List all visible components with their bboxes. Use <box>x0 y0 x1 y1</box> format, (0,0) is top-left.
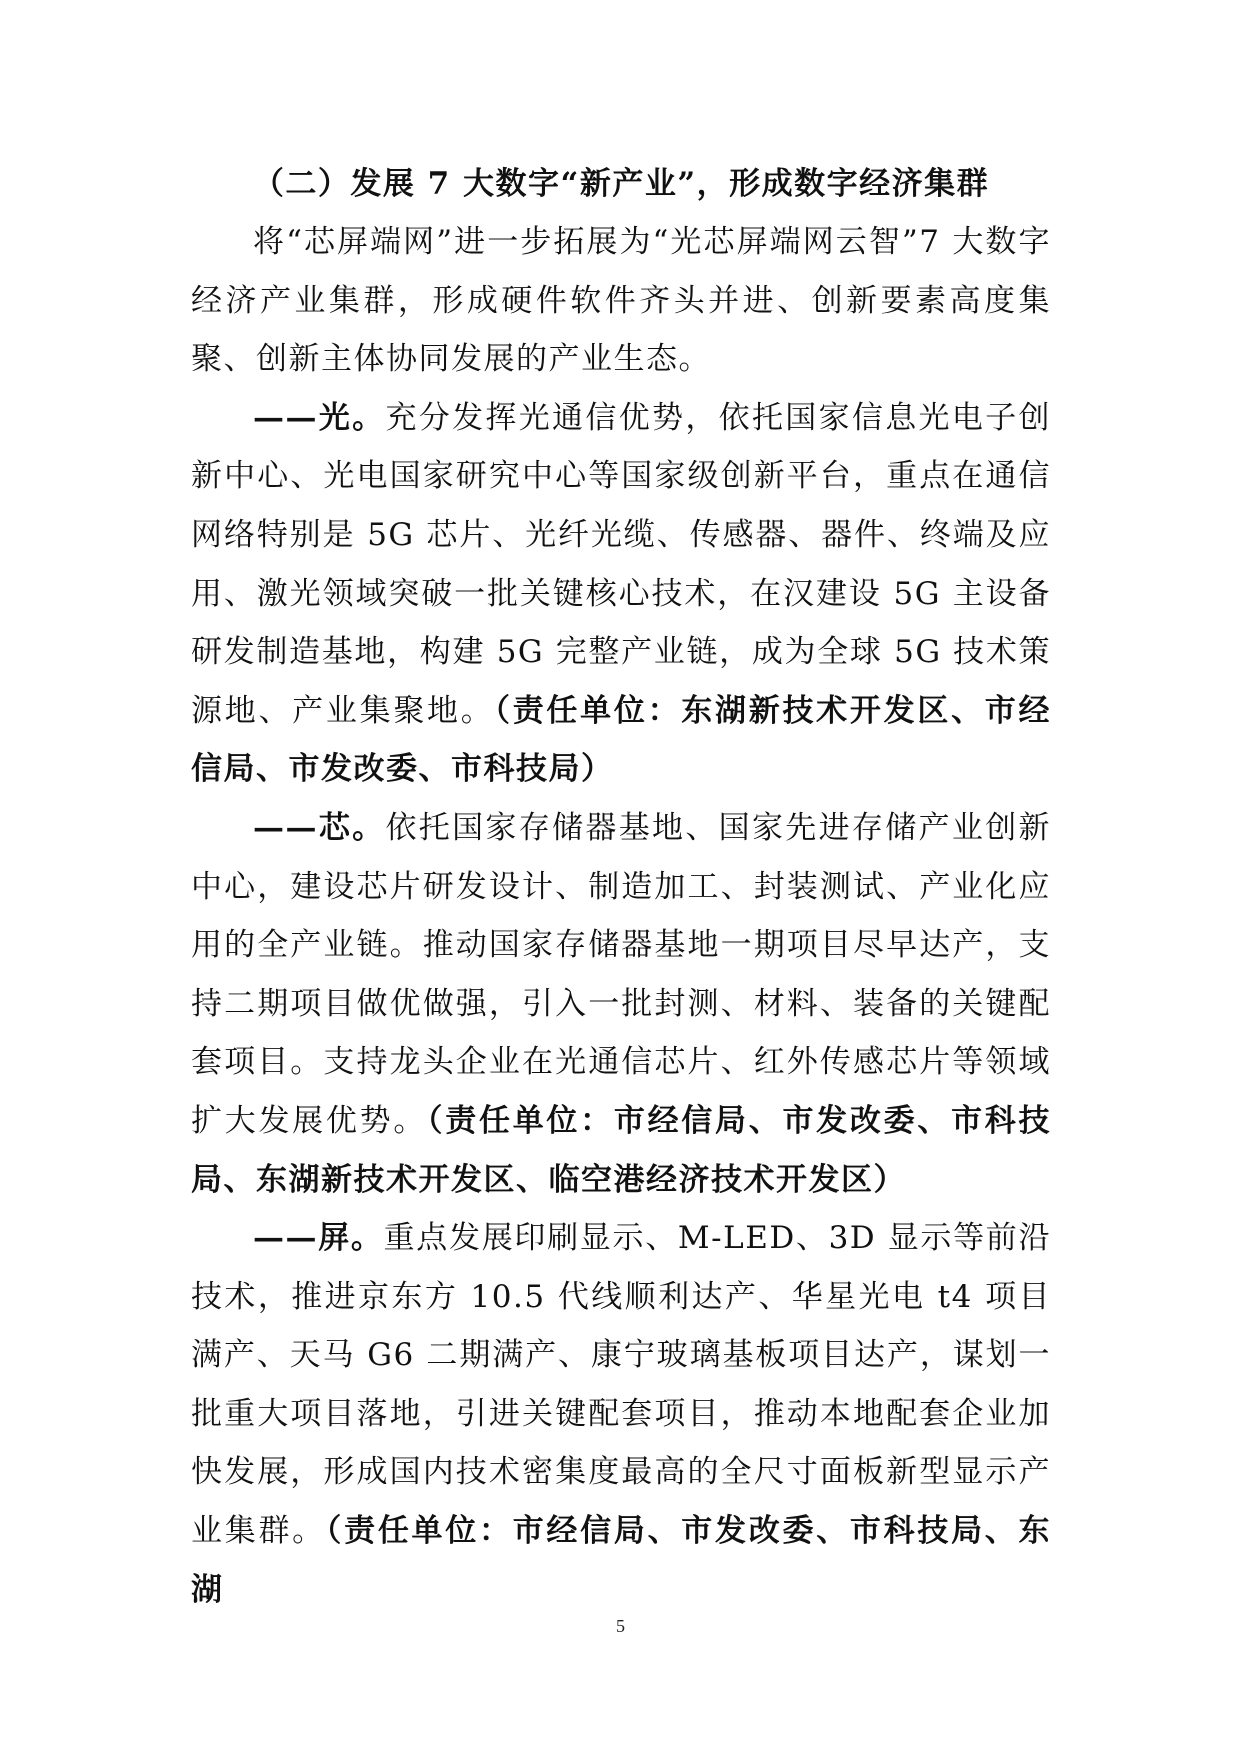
section-body: 依托国家存储器基地、国家先进存储产业创新中心，建设芯片研发设计、制造加工、封装测试、产业化应用的全产业链。推动国家存储器基地一期项目尽早达产，支持二期项目做优做强，引入一批封测、材料、装备的关键配套项目。支持龙头企业在光通信芯片、红外传感芯片等领域扩大发展优势。 <box>191 809 1052 1139</box>
section-body: 充分发挥光通信优势，依托国家信息光电子创新中心、光电国家研究中心等国家级创新平台，重点在通信网络特别是 5G 芯片、光纤光缆、传感器、器件、终端及应用、激光领域突破一批关键核心技术，在汉建设 5G 主设备研发制造基地，构建 5G 完整产业链，成为全球 5G 技术策源地、产业集聚地。 <box>191 399 1052 729</box>
page-number: 5 <box>616 1616 625 1636</box>
document-body <box>191 155 1051 1619</box>
section-lead: ——光。 <box>253 399 386 436</box>
section-lead: ——屏。 <box>253 1220 384 1257</box>
responsibility-units: （责任单位：市经信局、市发改委、市科技局、东湖 <box>191 1513 1052 1608</box>
section-ping <box>191 1209 1051 1619</box>
section-body: 重点发展印刷显示、M-LED、3D 显示等前沿技术，推进京东方 10.5 代线顺利达产、华星光电 t4 项目满产、天马 G6 二期满产、康宁玻璃基板项目达产，谋划一批重大项目落地，引进关键配套项目，推动本地配套企业加快发展，形成国内技术密集度最高的全尺寸面板新型显示产业集群。 <box>191 1220 1052 1550</box>
intro-paragraph: 将“芯屏端网”进一步拓展为“光芯屏端网云智”7 大数字经济产业集群，形成硬件软件齐头并进、创新要素高度集聚、创新主体协同发展的产业生态。 <box>191 224 1051 378</box>
section-lead: ——芯。 <box>253 809 386 846</box>
section-xin <box>191 799 1051 1209</box>
section-guang <box>191 389 1051 799</box>
section-heading: （二）发展 7 大数字“新产业”，形成数字经济集群 <box>252 166 990 202</box>
responsibility-units: （责任单位：东湖新技术开发区、市经信局、市发改委、市科技局） <box>191 692 1052 788</box>
responsibility-units: （责任单位：市经信局、市发改委、市科技局、东湖新技术开发区、临空港经济技术开发区） <box>191 1102 1052 1198</box>
